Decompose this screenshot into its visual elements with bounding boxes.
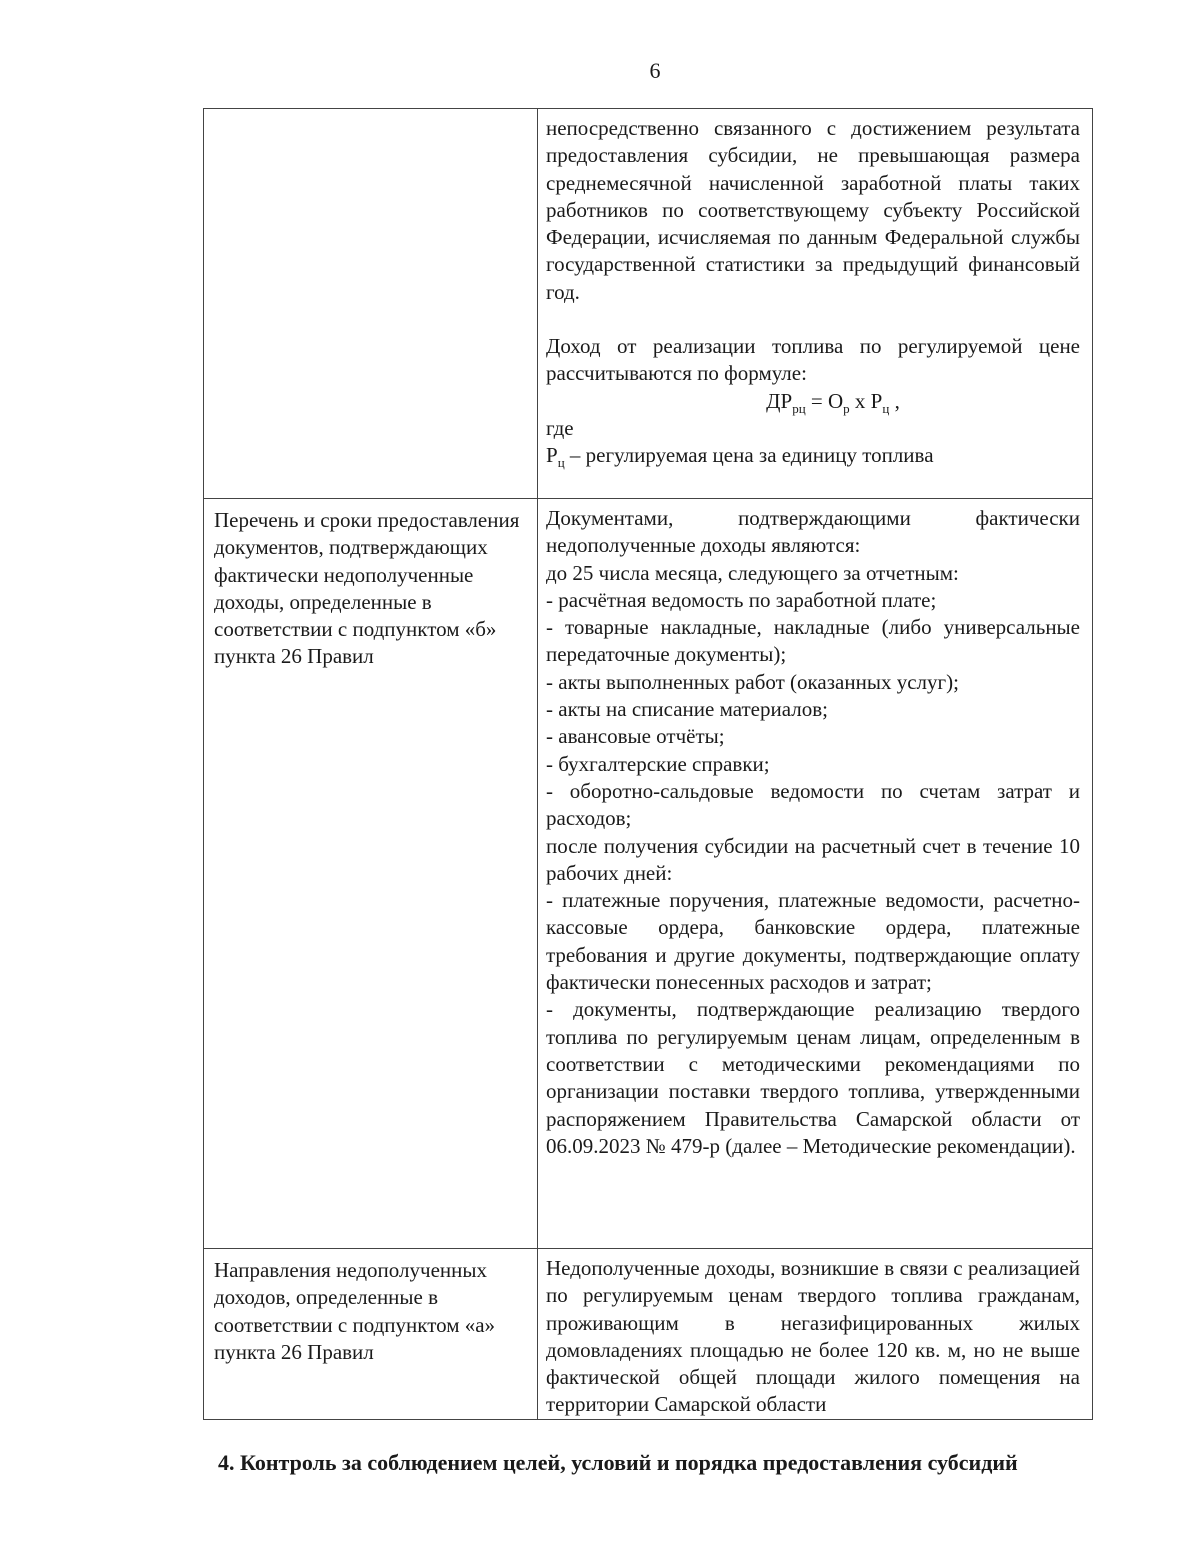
- income-formula: $ДР_{рц} = О_р$ х $Р_ц$ ,: [766, 388, 900, 416]
- list-item: до 25 числа месяца, следующего за отчетным:: [546, 560, 959, 585]
- list-item: - бухгалтерские справки;: [546, 751, 770, 776]
- formula-where-label: где: [546, 415, 574, 440]
- list-item: - документы, подтверждающие реализацию твердого топлива по регулируемым ценам лицам, определенным в соответствии с методическими рекомендациями по организации поставки твердого топлива, утвержденными распоряжением Правительства Самарской области от 06.09.2023 № 479-р (далее – Методические рекомендации).: [546, 997, 1080, 1158]
- table-row: [204, 1249, 1093, 1420]
- table-row: [204, 109, 1093, 499]
- row-1-label-cell: [204, 109, 538, 499]
- list-item: Недополученные доходы, возникшие в связи с реализацией по регулируемым ценам твердого топлива гражданам, проживающим в негазифицированных жилых домовладениях площадью не более 120 кв. м, но не выше фактической общей площади жилого помещения на территории Самарской области: [546, 1256, 1080, 1417]
- list-item: - акты на списание материалов;: [546, 697, 828, 722]
- conditions-table: [203, 108, 1093, 1420]
- income-formula-intro: Доход от реализации топлива по регулируемой цене рассчитываются по формуле:: [546, 334, 1080, 386]
- list-item: - товарные накладные, накладные (либо универсальные передаточные документы);: [546, 615, 1080, 667]
- list-item: - платежные поручения, платежные ведомости, расчетно-кассовые ордера, банковские ордера, платежные требования и другие документы, подтверждающие оплату фактически понесенных расходов и затрат;: [546, 888, 1080, 995]
- list-item: - авансовые отчёты;: [546, 724, 725, 749]
- list-item: после получения субсидии на расчетный счет в течение 10 рабочих дней:: [546, 833, 1080, 885]
- row-1-content-cell: [538, 109, 1093, 499]
- list-item: - расчётная ведомость по заработной плате;: [546, 587, 937, 612]
- page-number: 6: [649, 58, 661, 83]
- list-item: - акты выполненных работ (оказанных услуг);: [546, 669, 959, 694]
- row-2-label-cell: Перечень и сроки предоставления документов, подтверждающих фактически недополученные доходы, определенные в соответствии с подпунктом «б» пункта 26 Правил: [204, 499, 538, 1249]
- list-item: Документами, подтверждающими фактически недополученные доходы являются:: [546, 506, 1080, 558]
- wage-paragraph: непосредственно связанного с достижением результата предоставления субсидии, не превышающая размера среднемесячной начисленной заработной платы таких работников по соответствующему субъекту Российской Федерации, исчисляемая по данным Федеральной службы государственной статистики за предыдущий финансовый год.: [546, 116, 1080, 304]
- row-3-label-cell: Направления недополученных доходов, определенные в соответствии с подпунктом «а» пункта 26 Правил: [204, 1249, 538, 1420]
- row-2-content-cell: [538, 499, 1093, 1249]
- list-item: - оборотно-сальдовые ведомости по счетам затрат и расходов;: [546, 778, 1080, 831]
- row-3-content-cell: [538, 1249, 1093, 1420]
- table-row: [204, 499, 1093, 1249]
- formula-definition: $Р_ц$ – регулируемая цена за единицу топлива: [546, 443, 934, 471]
- section-heading: 4. Контроль за соблюдением целей, условий и порядка предоставления субсидий: [218, 1450, 1018, 1475]
